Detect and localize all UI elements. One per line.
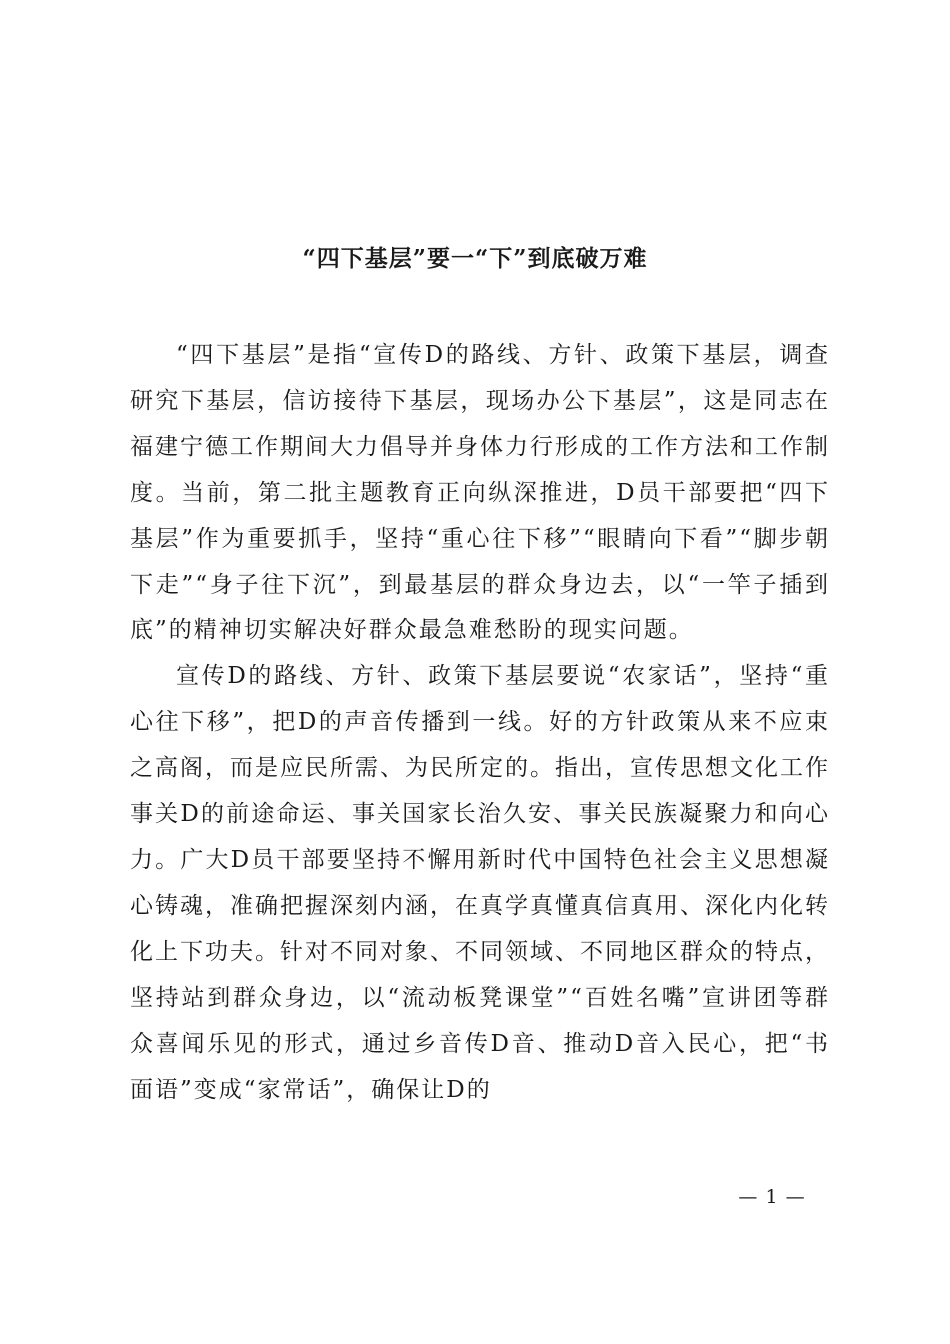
page-number: — 1 — (738, 1186, 806, 1208)
paragraph-2: 宣传D的路线、方针、政策下基层要说“农家话”，坚持“重心往下移”，把D的声音传播到一线。好的方针政策从来不应束之高阁，而是应民所需、为民所定的。指出，宣传思想文化工作事关D的前途命运、事关国家长治久安、事关民族凝聚力和向心力。广大D员干部要坚持不懈用新时代中国特色社会主义思想凝心铸魂，准确把握深刻内涵，在真学真懂真信真用、深化内化转化上下功夫。针对不同对象、不同领域、不同地区群众的特点，坚持站到群众身边，以“流动板凳课堂”“百姓名嘴”宣讲团等群众喜闻乐见的形式，通过乡音传D音、推动D音入民心，把“书面语”变成“家常话”，确保让D的 (130, 663, 830, 1103)
document-title: “四下基层”要一“下”到底破万难 (302, 245, 648, 272)
paragraph-1: “四下基层”是指“宣传D的路线、方针、政策下基层，调查研究下基层，信访接待下基层，现场办公下基层”，这是同志在福建宁德工作期间大力倡导并身体力行形成的工作方法和工作制度。当前，第二批主题教育正向纵深推进，D员干部要把“四下基层”作为重要抓手，坚持“重心往下移”“眼睛向下看”“脚步朝下走”“身子往下沉”，到最基层的群众身边去，以“一竿子插到底”的精神切实解决好群众最急难愁盼的现实问题。 (130, 342, 830, 644)
document-body (130, 333, 830, 1113)
